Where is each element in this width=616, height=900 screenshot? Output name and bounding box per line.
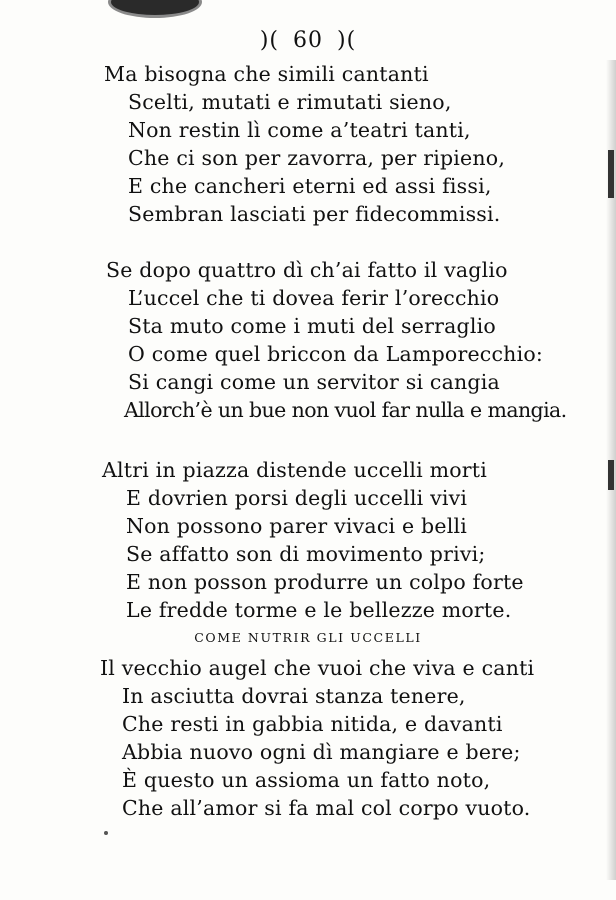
verse-line: Sta muto come i muti del serraglio xyxy=(128,314,496,338)
verse-line: O come quel briccon da Lamporecchio: xyxy=(128,342,543,366)
section-heading: COME NUTRIR GLI UCCELLI xyxy=(194,630,422,645)
verse-line: Ma bisogna che simili cantanti xyxy=(104,62,429,86)
verse-line: Non possono parer vivaci e belli xyxy=(126,514,467,538)
verse-line: Si cangi come un servitor si cangia xyxy=(128,370,500,394)
verse-line: Non restin lì come a’teatri tanti, xyxy=(128,118,471,142)
verse-line: Le fredde torme e le bellezze morte. xyxy=(126,598,512,622)
ink-blotch xyxy=(108,0,202,18)
verse-line: È questo un assioma un fatto noto, xyxy=(122,768,491,792)
verse-line: Scelti, mutati e rimutati sieno, xyxy=(128,90,452,114)
print-speck xyxy=(104,831,108,835)
verse-line: Che resti in gabbia nitida, e davanti xyxy=(122,712,503,736)
edge-mark xyxy=(608,150,614,198)
verse-line: E dovrien porsi degli uccelli vivi xyxy=(126,486,468,510)
page-number xyxy=(0,28,616,53)
page-number-value: 60 xyxy=(293,28,323,53)
verse-line: Allorch’è un bue non vuol far nulla e mangia. xyxy=(124,398,567,422)
page-number-left-ornament: )( xyxy=(259,28,279,53)
verse-line: Se dopo quattro dì ch’ai fatto il vaglio xyxy=(106,258,508,282)
verse-line: Il vecchio augel che vuoi che viva e canti xyxy=(100,656,535,680)
page-number-right-ornament: )( xyxy=(337,28,357,53)
verse-line: Abbia nuovo ogni dì mangiare e bere; xyxy=(122,740,521,764)
verse-line: Se affatto son di movimento privi; xyxy=(126,542,486,566)
verse-line: Altri in piazza distende uccelli morti xyxy=(102,458,487,482)
verse-line: In asciutta dovrai stanza tenere, xyxy=(122,684,466,708)
verse-line: Sembran lasciati per fidecommissi. xyxy=(128,202,501,226)
verse-line: L’uccel che ti dovea ferir l’orecchio xyxy=(128,286,500,310)
verse-line: Che all’amor si fa mal col corpo vuoto. xyxy=(122,796,531,820)
verse-line: Che ci son per zavorra, per ripieno, xyxy=(128,146,506,170)
edge-mark xyxy=(608,460,614,490)
verse-line: E che cancheri eterni ed assi fissi, xyxy=(128,174,492,198)
verse-line: E non posson produrre un colpo forte xyxy=(126,570,524,594)
